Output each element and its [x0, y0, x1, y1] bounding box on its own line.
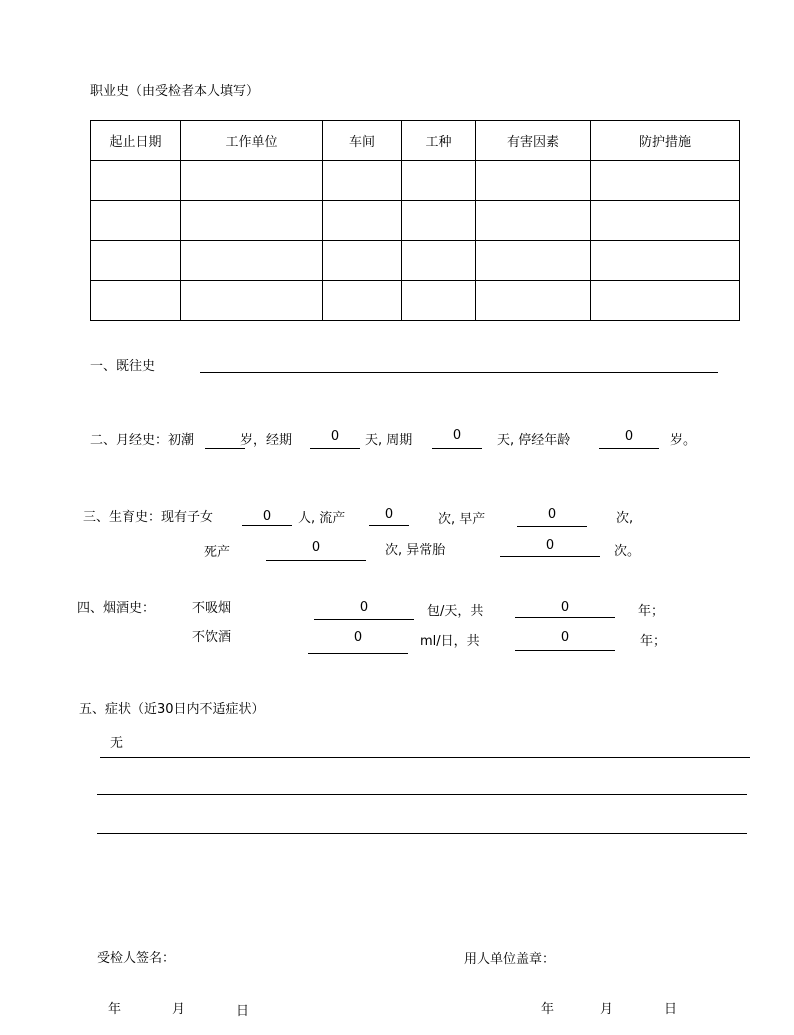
- drinking-status-label: 不饮酒: [192, 630, 232, 645]
- premature-count-unit: 次,: [616, 511, 634, 526]
- past-history-label: 一、既往史: [90, 359, 156, 374]
- drinking-years-underline: [515, 650, 615, 651]
- table-row: [91, 161, 740, 201]
- table-cell[interactable]: [591, 161, 740, 201]
- drinking-amount-unit: ml/日，共: [420, 634, 480, 649]
- menopause-age-unit: 岁。: [670, 433, 697, 448]
- table-cell[interactable]: [91, 281, 181, 321]
- smoking-status-label: 不吸烟: [192, 601, 232, 616]
- table-cell[interactable]: [402, 161, 476, 201]
- table-row: [91, 281, 740, 321]
- symptoms-underline-1: [100, 757, 750, 758]
- examinee-date-year: 年: [108, 1002, 122, 1017]
- column-header-employer: 工作单位: [181, 121, 323, 161]
- table-cell[interactable]: [476, 281, 591, 321]
- table-cell[interactable]: [323, 161, 402, 201]
- menarche-age-unit: 岁，经期: [240, 433, 293, 448]
- table-header-row: [91, 121, 740, 161]
- abortion-count-underline: [369, 525, 409, 526]
- menarche-age-underline: [205, 448, 245, 449]
- column-header-dates: 起止日期: [91, 121, 181, 161]
- smoking-years-unit: 年；: [638, 604, 665, 619]
- table-cell[interactable]: [476, 161, 591, 201]
- table-cell[interactable]: [402, 241, 476, 281]
- menopause-age-underline: [599, 448, 659, 449]
- children-count-underline: [242, 525, 292, 526]
- period-days-field[interactable]: 0: [330, 429, 340, 444]
- drinking-amount-underline: [308, 653, 408, 654]
- column-header-protection: 防护措施: [591, 121, 740, 161]
- table-cell[interactable]: [181, 241, 323, 281]
- table-row: [91, 201, 740, 241]
- abnormal-fetus-count-underline: [500, 556, 600, 557]
- menstrual-history-label: 二、月经史：初潮: [90, 433, 195, 448]
- cycle-days-unit: 天, 停经年龄: [497, 433, 571, 448]
- abnormal-fetus-count-unit: 次。: [614, 544, 641, 559]
- table-cell[interactable]: [181, 201, 323, 241]
- examinee-signature-label: 受检人签名：: [97, 951, 176, 966]
- table-cell[interactable]: [591, 241, 740, 281]
- abortion-count-unit: 次, 早产: [438, 512, 486, 527]
- menopause-age-field[interactable]: 0: [624, 429, 634, 444]
- table-cell[interactable]: [91, 161, 181, 201]
- table-cell[interactable]: [323, 281, 402, 321]
- table-cell[interactable]: [181, 281, 323, 321]
- smoking-amount-unit: 包/天，共: [427, 604, 484, 619]
- stillbirth-count-field[interactable]: 0: [311, 540, 321, 555]
- smoking-amount-field[interactable]: 0: [359, 600, 369, 615]
- examinee-date-month: 月: [172, 1002, 186, 1017]
- drinking-years-field[interactable]: 0: [560, 630, 570, 645]
- employer-date-month: 月: [600, 1002, 614, 1017]
- table-cell[interactable]: [323, 241, 402, 281]
- stillbirth-count-underline: [266, 560, 366, 561]
- table-cell[interactable]: [402, 201, 476, 241]
- table-cell[interactable]: [323, 201, 402, 241]
- stillbirth-count-unit: 次, 异常胎: [385, 543, 446, 558]
- column-header-job-type: 工种: [402, 121, 476, 161]
- abnormal-fetus-count-field[interactable]: 0: [545, 538, 555, 553]
- column-header-hazards: 有害因素: [476, 121, 591, 161]
- children-count-field[interactable]: 0: [262, 509, 272, 524]
- table-cell[interactable]: [476, 201, 591, 241]
- table-row: [91, 241, 740, 281]
- abortion-count-field[interactable]: 0: [384, 507, 394, 522]
- cycle-days-underline: [432, 448, 482, 449]
- column-header-workshop: 车间: [323, 121, 402, 161]
- cycle-days-field[interactable]: 0: [452, 428, 462, 443]
- symptoms-underline-2: [97, 794, 747, 795]
- employer-seal-label: 用人单位盖章：: [464, 952, 556, 967]
- occupational-history-title: 职业史（由受检者本人填写）: [90, 84, 260, 99]
- symptoms-line-1[interactable]: 无: [110, 736, 124, 751]
- past-history-underline: [200, 372, 718, 373]
- children-count-unit: 人, 流产: [298, 511, 346, 526]
- smoking-amount-underline: [314, 619, 414, 620]
- table-cell[interactable]: [591, 201, 740, 241]
- table-cell[interactable]: [476, 241, 591, 281]
- smoking-years-underline: [515, 617, 615, 618]
- reproductive-history-label: 三、生育史：现有子女: [83, 510, 214, 525]
- table-cell[interactable]: [91, 201, 181, 241]
- symptoms-label: 五、症状（近30日内不适症状）: [79, 702, 265, 717]
- period-days-unit: 天, 周期: [365, 433, 413, 448]
- employer-date-year: 年: [541, 1002, 555, 1017]
- table-cell[interactable]: [91, 241, 181, 281]
- symptoms-underline-3: [97, 833, 747, 834]
- table-cell[interactable]: [402, 281, 476, 321]
- period-days-underline: [310, 448, 360, 449]
- table-cell[interactable]: [181, 161, 323, 201]
- premature-count-underline: [517, 526, 587, 527]
- examinee-date-day: 日: [236, 1004, 250, 1019]
- table-cell[interactable]: [591, 281, 740, 321]
- occupational-history-table: [90, 120, 740, 321]
- drinking-amount-field[interactable]: 0: [353, 630, 363, 645]
- smoking-years-field[interactable]: 0: [560, 600, 570, 615]
- premature-count-field[interactable]: 0: [547, 507, 557, 522]
- stillbirth-label: 死产: [204, 545, 231, 560]
- employer-date-day: 日: [664, 1002, 678, 1017]
- drinking-years-unit: 年；: [640, 634, 667, 649]
- smoking-drinking-label: 四、烟酒史：: [77, 601, 156, 616]
